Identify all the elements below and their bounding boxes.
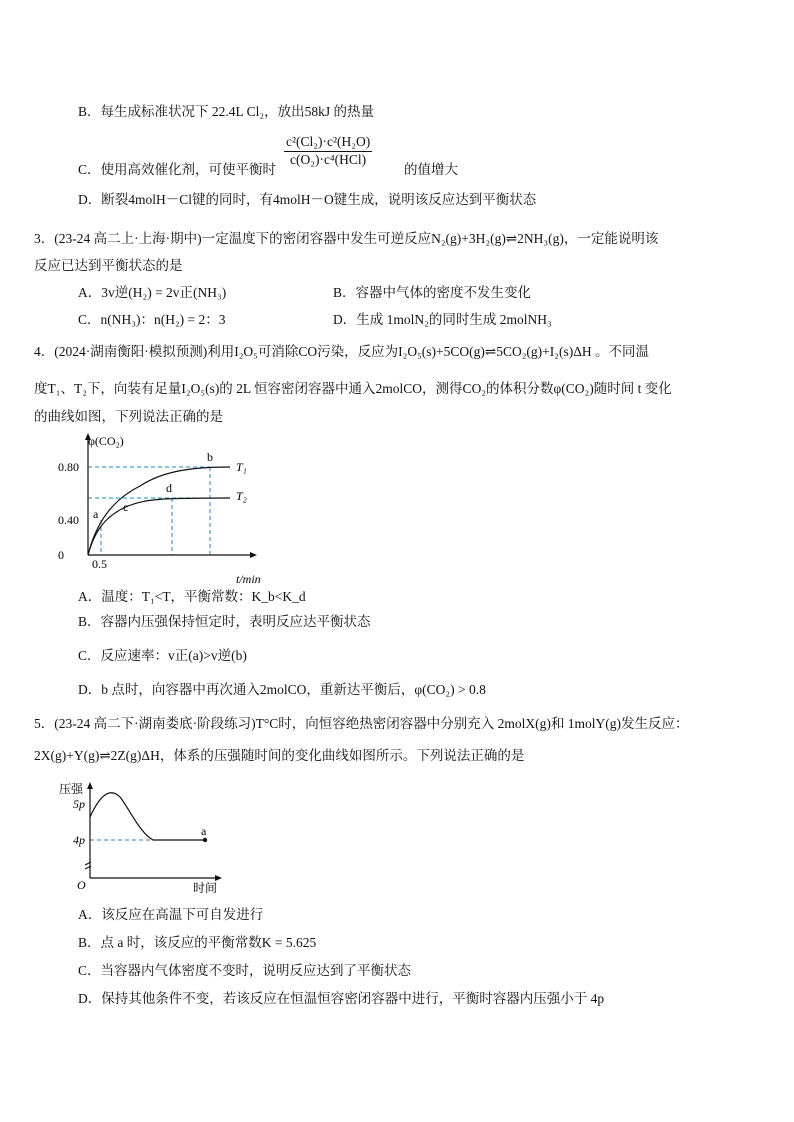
q2-option-b: B．每生成标准状况下 22.4L Cl₂，放出58kJ 的热量: [78, 104, 374, 119]
q5-stem-line1: 5．(23-24 高二下·湖南娄底·阶段练习)T°C时，向恒容绝热密闭容器中分别充入 2molX(g)和 1molY(g)发生反应：: [34, 716, 689, 731]
q5-stem-line2: 2X(g)+Y(g)⇌2Z(g)ΔH，体系的压强随时间的变化曲线如图所示。下列说法正确的是: [34, 748, 525, 763]
q5-chart: [55, 775, 235, 895]
q4-x-arrow: [250, 552, 257, 558]
q4-point-c: c: [123, 500, 129, 514]
q2-fraction-numerator: c²(Cl₂)·c²(H₂O): [284, 134, 372, 152]
q3-stem-line2: 反应已达到平衡状态的是: [34, 258, 183, 273]
q5-pressure-curve: [90, 793, 205, 840]
q5-point-a-marker: [203, 838, 207, 842]
q4-option-b: B．容器内压强保持恒定时，表明反应达平衡状态: [78, 614, 371, 629]
q4-stem-line1: 4．(2024·湖南衡阳·模拟预测)利用I₂O₅可消除CO污染，反应为I₂O₅(s)+5CO(g)⇌5CO₂(g)+I₂(s)ΔH 。不同温: [34, 344, 650, 359]
q4-curve-t2: [88, 498, 230, 555]
q4-point-d: d: [166, 481, 172, 495]
q2-option-c-suffix: 的值增大: [404, 162, 458, 177]
q4-x-axis-label: t/min: [236, 572, 261, 586]
q4-curve-t1: [88, 467, 230, 555]
q4-stem-line2: 度T₁、T₂下，向装有足量I₂O₅(s)的 2L 恒容密闭容器中通入2molCO，测得CO₂的体积分数φ(CO₂)随时间 t 变化: [34, 381, 672, 396]
q4-y-tick-080: 0.80: [58, 460, 79, 474]
q4-series-label-t1: T₁: [236, 460, 247, 474]
q5-y-axis-label: 压强: [59, 782, 84, 796]
q3-option-a: A．3v逆(H₂) = 2v正(NH₃): [78, 285, 227, 300]
q4-y-tick-0: 0: [58, 548, 64, 562]
q5-option-b: B．点 a 时，该反应的平衡常数K = 5.625: [78, 935, 317, 950]
q2-option-c-prefix: C．使用高效催化剂，可使平衡时: [78, 162, 277, 177]
q4-option-d: D．b 点时，向容器中再次通入2molCO，重新达平衡后，φ(CO₂) > 0.8: [78, 682, 486, 697]
q4-chart: [50, 428, 290, 586]
q4-option-c: C．反应速率：v正(a)>v逆(b): [78, 648, 247, 663]
q5-y-tick-4p: 4p: [73, 833, 85, 847]
q5-x-axis-label: 时间: [193, 881, 218, 895]
q4-point-a: a: [93, 507, 99, 521]
q4-x-tick-05: 0.5: [92, 557, 107, 571]
q4-point-b: b: [207, 450, 213, 464]
q4-option-a: A．温度：T₁<T，平衡常数：K_b<K_d: [78, 589, 306, 604]
q3-stem-line1: 3．(23-24 高二上·上海·期中)一定温度下的密闭容器中发生可逆反应N₂(g)+3H₂(g)⇌2NH₃(g)，一定能说明该: [34, 231, 659, 246]
q3-option-d: D．生成 1molN₂的同时生成 2molNH₃: [333, 312, 552, 327]
q4-y-tick-040: 0.40: [58, 513, 79, 527]
q5-y-arrow: [87, 782, 93, 789]
q4-y-axis-label: φ(CO₂): [88, 434, 124, 448]
q5-option-a: A．该反应在高温下可自发进行: [78, 907, 264, 922]
q5-point-a-label: a: [201, 824, 207, 838]
q3-option-c: C．n(NH₃)：n(H₂) = 2：3: [78, 312, 226, 327]
q2-fraction: [284, 134, 372, 168]
q5-origin-label: O: [77, 878, 86, 892]
q5-option-d: D．保持其他条件不变，若该反应在恒温恒容密闭容器中进行，平衡时容器内压强小于 4p: [78, 991, 605, 1006]
q5-option-c: C．当容器内气体密度不变时，说明反应达到了平衡状态: [78, 963, 412, 978]
q3-option-b: B．容器中气体的密度不发生变化: [333, 285, 532, 300]
q4-series-label-t2: T₂: [236, 489, 247, 503]
q2-option-d: D．断裂4molH－Cl键的同时，有4molH－O键生成，说明该反应达到平衡状态: [78, 192, 537, 207]
q2-fraction-denominator: c(O₂)·c⁴(HCl): [290, 152, 367, 167]
q5-y-tick-5p: 5p: [73, 797, 85, 811]
q4-stem-line3: 的曲线如图，下列说法正确的是: [34, 409, 223, 424]
